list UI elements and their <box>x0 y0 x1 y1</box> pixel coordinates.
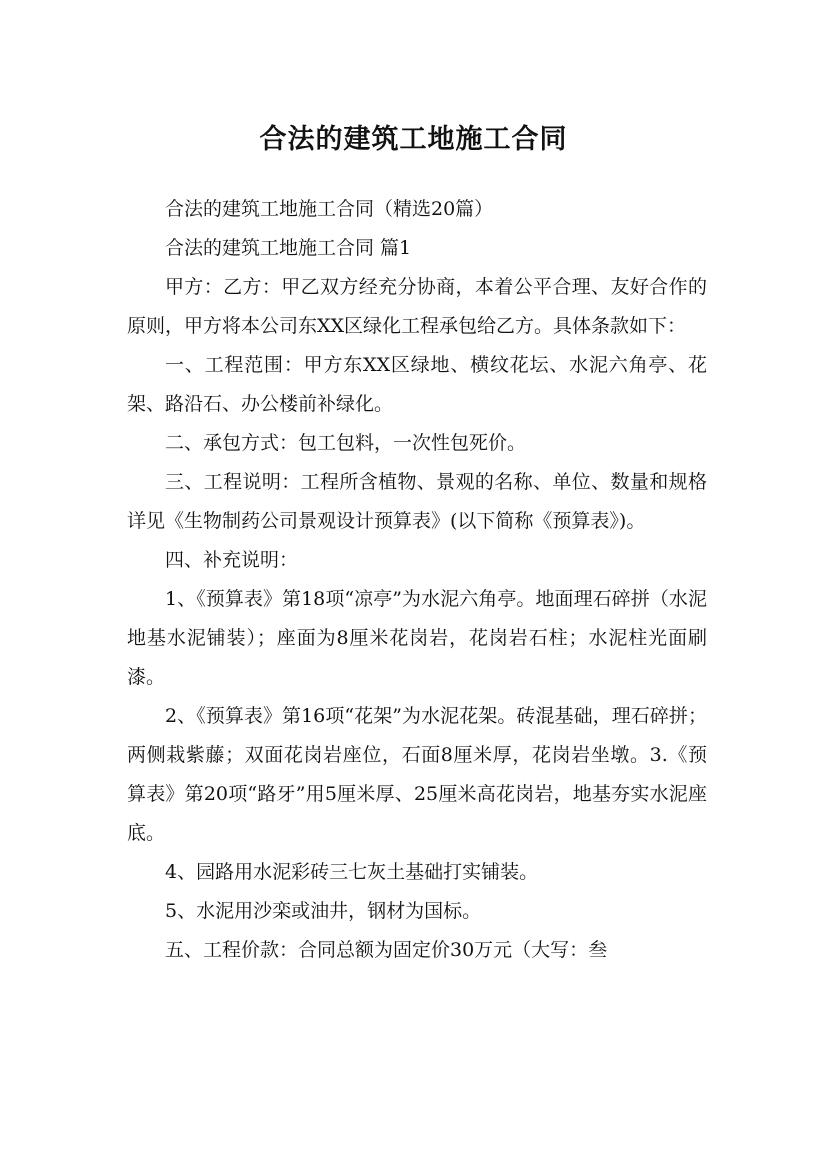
supplement-item-2: 2、《预算表》第16项“花架”为水泥花架。砖混基础，理石碎拼；两侧栽紫藤；双面花岗岩座位，石面8厘米厚，花岗岩坐墩。3.《预算表》第20项“路牙”用5厘米厚、25厘米高花岗岩，地基夯实水泥座底。 <box>127 705 707 844</box>
document-body <box>127 190 707 970</box>
supplement-item-4: 4、园路用水泥彩砖三七灰土基础打实铺装。 <box>165 861 539 883</box>
clause-description: 三、工程说明：工程所含植物、景观的名称、单位、数量和规格详见《生物制药公司景观设计预算表》(以下简称《预算表》)。 <box>127 471 707 532</box>
section-heading: 合法的建筑工地施工合同 篇1 <box>165 237 412 259</box>
clause-price: 五、工程价款：合同总额为固定价30万元（大写：叁 <box>165 939 608 961</box>
paragraph-parties: 甲方：乙方：甲乙双方经充分协商，本着公平合理、友好合作的原则，甲方将本公司东XX区绿化工程承包给乙方。具体条款如下： <box>127 276 707 337</box>
collection-heading: 合法的建筑工地施工合同（精选20篇） <box>165 198 494 220</box>
supplement-item-1: 1、《预算表》第18项“凉亭”为水泥六角亭。地面理石碎拼（水泥地基水泥铺装）；座面为8厘米花岗岩，花岗岩石柱；水泥柱光面刷漆。 <box>127 588 707 688</box>
supplement-item-5: 5、水泥用沙栾或油井，钢材为国标。 <box>165 900 482 922</box>
document-title: 合法的建筑工地施工合同 <box>259 124 568 156</box>
clause-scope: 一、工程范围：甲方东XX区绿地、横纹花坛、水泥六角亭、花架、路沿石、办公楼前补绿化。 <box>127 354 707 415</box>
clause-method: 二、承包方式：包工包料，一次性包死价。 <box>165 432 527 454</box>
clause-supplement: 四、补充说明： <box>165 549 299 571</box>
